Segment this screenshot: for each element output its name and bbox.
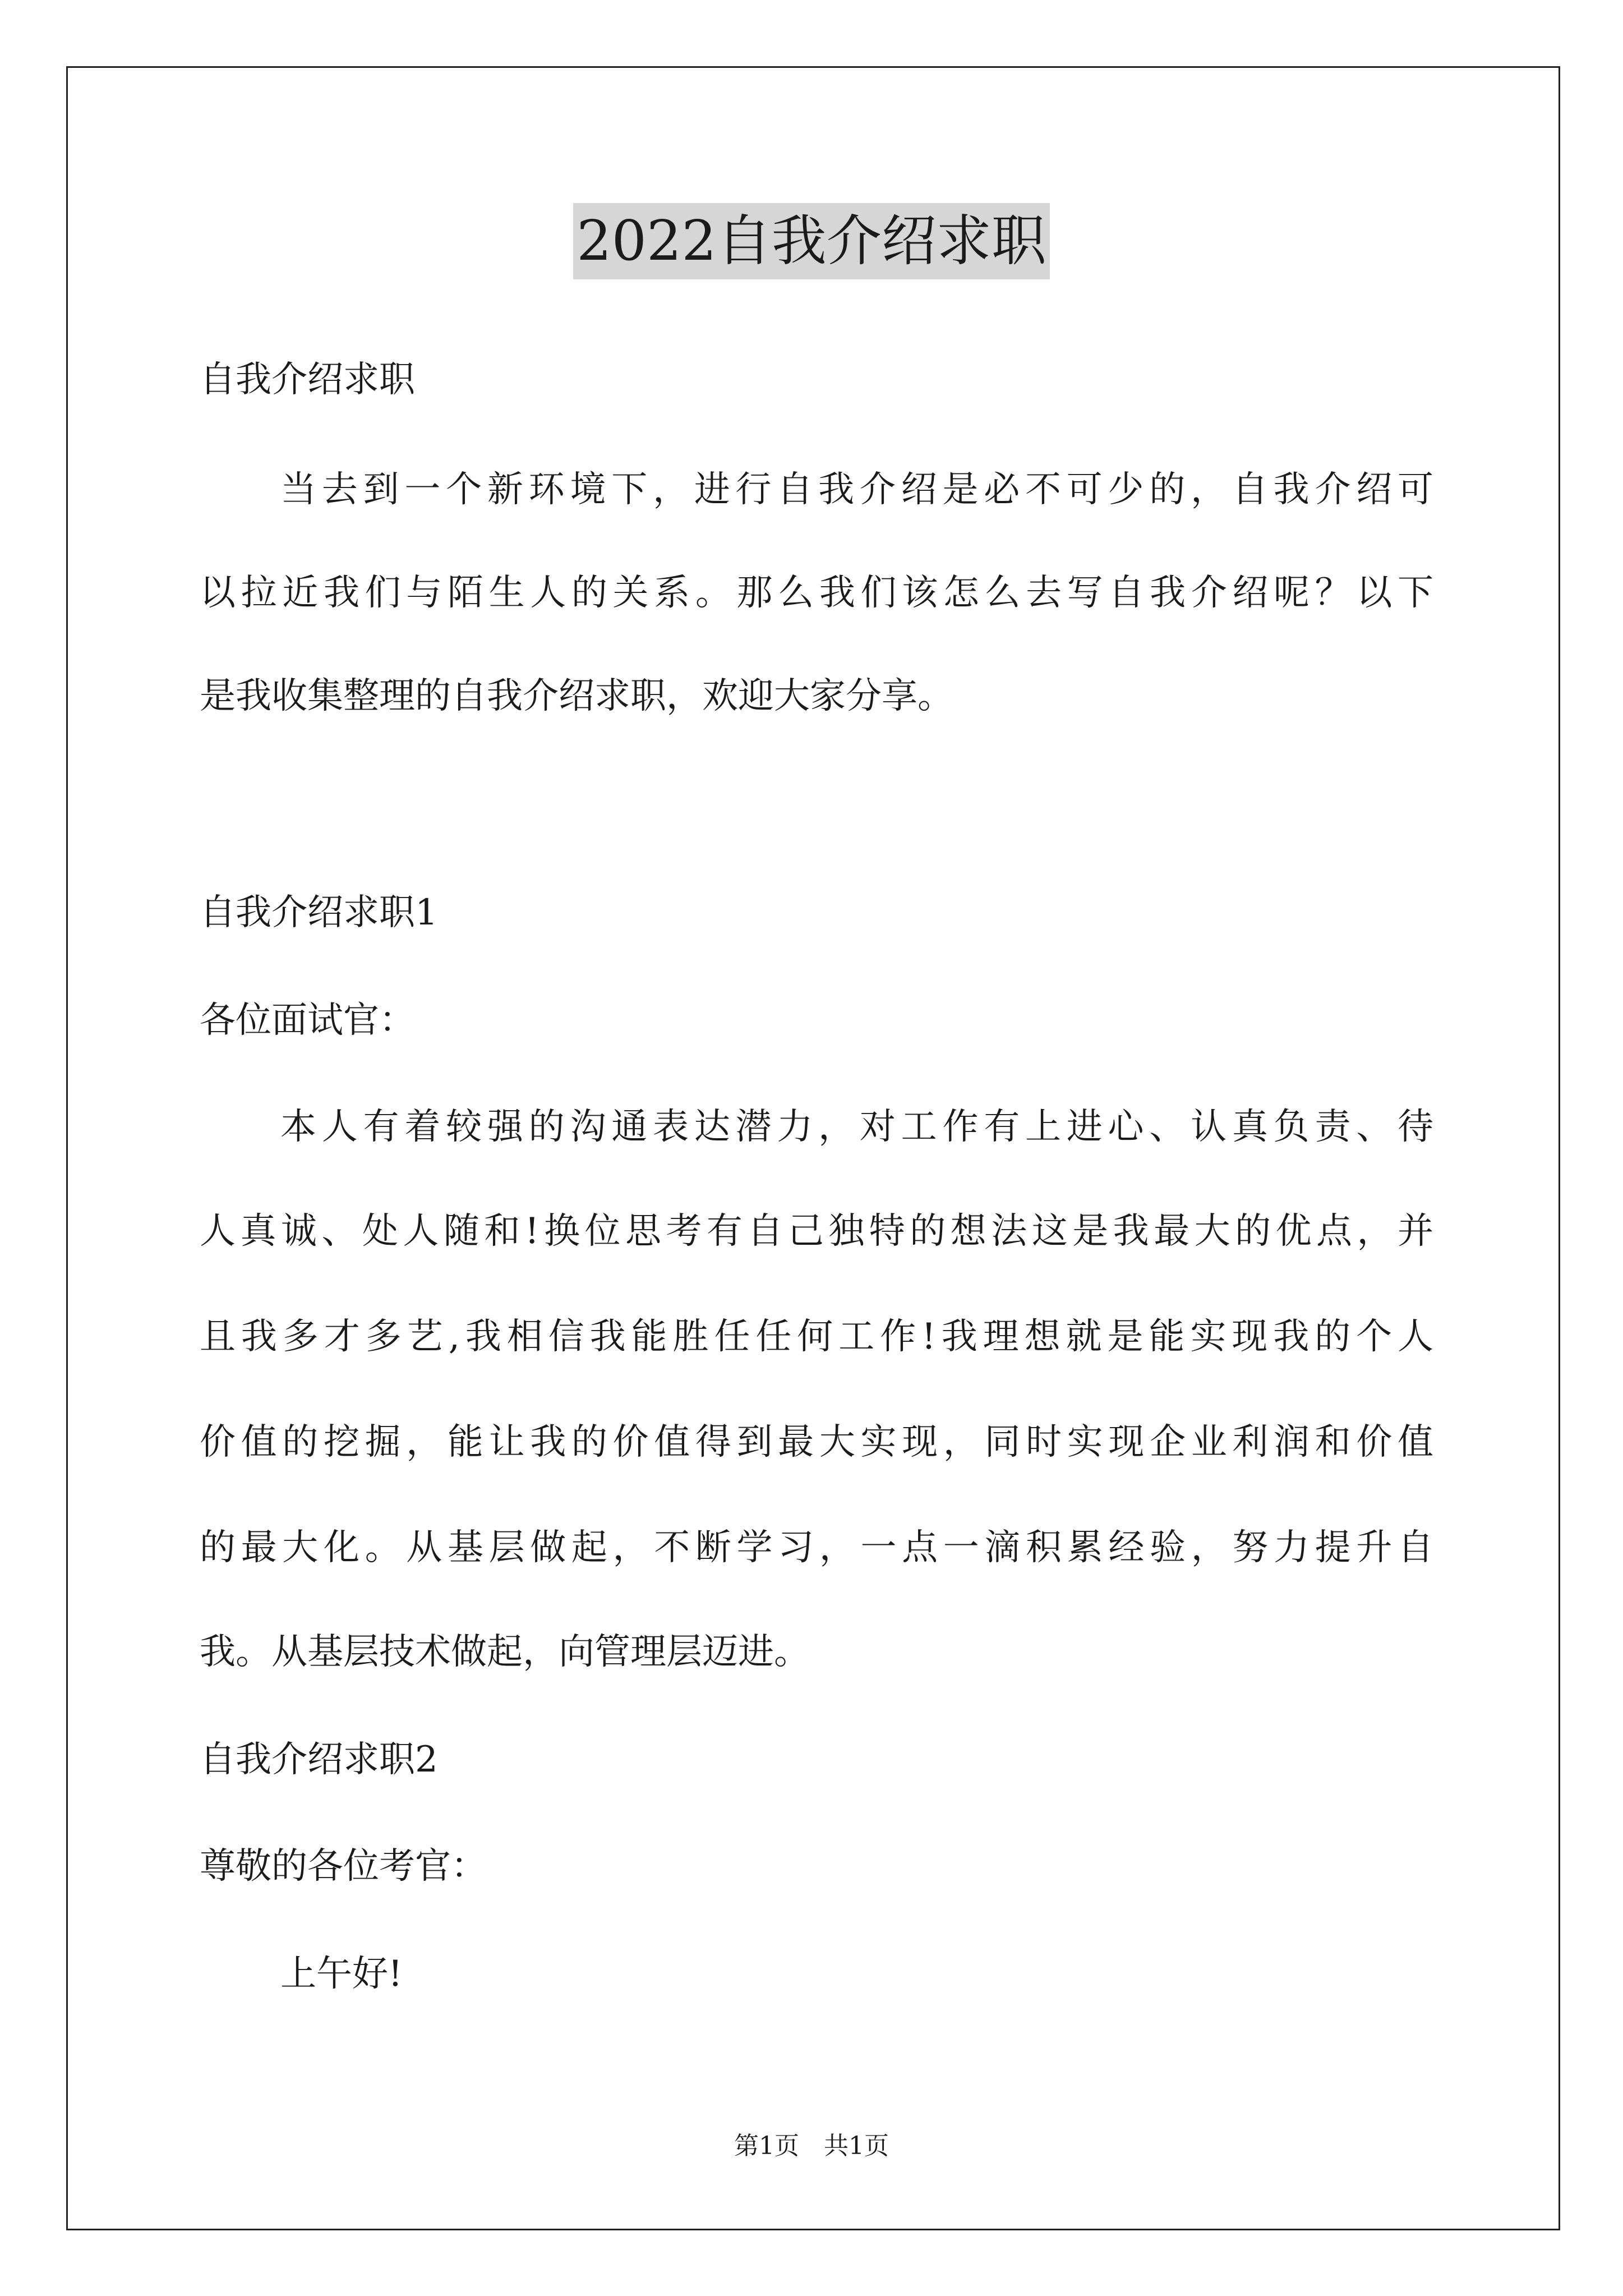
intro-paragraph-line: 当去到一个新环境下，进行自我介绍是必不可少的，自我介绍可: [280, 469, 1433, 510]
page-number-footer: 第1页 共1页: [734, 2132, 889, 2160]
section1-paragraph-line: 我。从基层技术做起，向管理层迈进。: [200, 1631, 810, 1673]
document-title: [0, 203, 1623, 279]
intro-heading: 自我介绍求职: [200, 359, 415, 401]
title-text: 2022自我介绍求职: [573, 203, 1049, 279]
intro-paragraph-line: 以拉近我们与陌生人的关系。那么我们该怎么去写自我介绍呢？以下: [200, 572, 1433, 614]
section1-paragraph-line: 人真诚、处人随和!换位思考有自己独特的想法这是我最大的优点，并: [200, 1211, 1433, 1252]
section2-salutation: 尊敬的各位考官：: [200, 1846, 487, 1887]
section1-paragraph-line: 本人有着较强的沟通表达潜力，对工作有上进心、认真负责、待: [280, 1106, 1433, 1148]
section1-paragraph-line: 且我多才多艺,我相信我能胜任任何工作!我理想就是能实现我的个人: [200, 1316, 1433, 1358]
section2-greeting: 上午好!: [280, 1953, 403, 1995]
section1-salutation: 各位面试官：: [200, 1000, 415, 1041]
intro-paragraph-line: 是我收集整理的自我介绍求职，欢迎大家分享。: [200, 675, 953, 717]
section1-paragraph-line: 价值的挖掘，能让我的价值得到最大实现，同时实现企业利润和价值: [200, 1421, 1433, 1463]
section1-heading: 自我介绍求职1: [200, 892, 438, 933]
section2-heading: 自我介绍求职2: [200, 1739, 438, 1780]
section1-paragraph-line: 的最大化。从基层做起，不断学习，一点一滴积累经验，努力提升自: [200, 1527, 1433, 1568]
